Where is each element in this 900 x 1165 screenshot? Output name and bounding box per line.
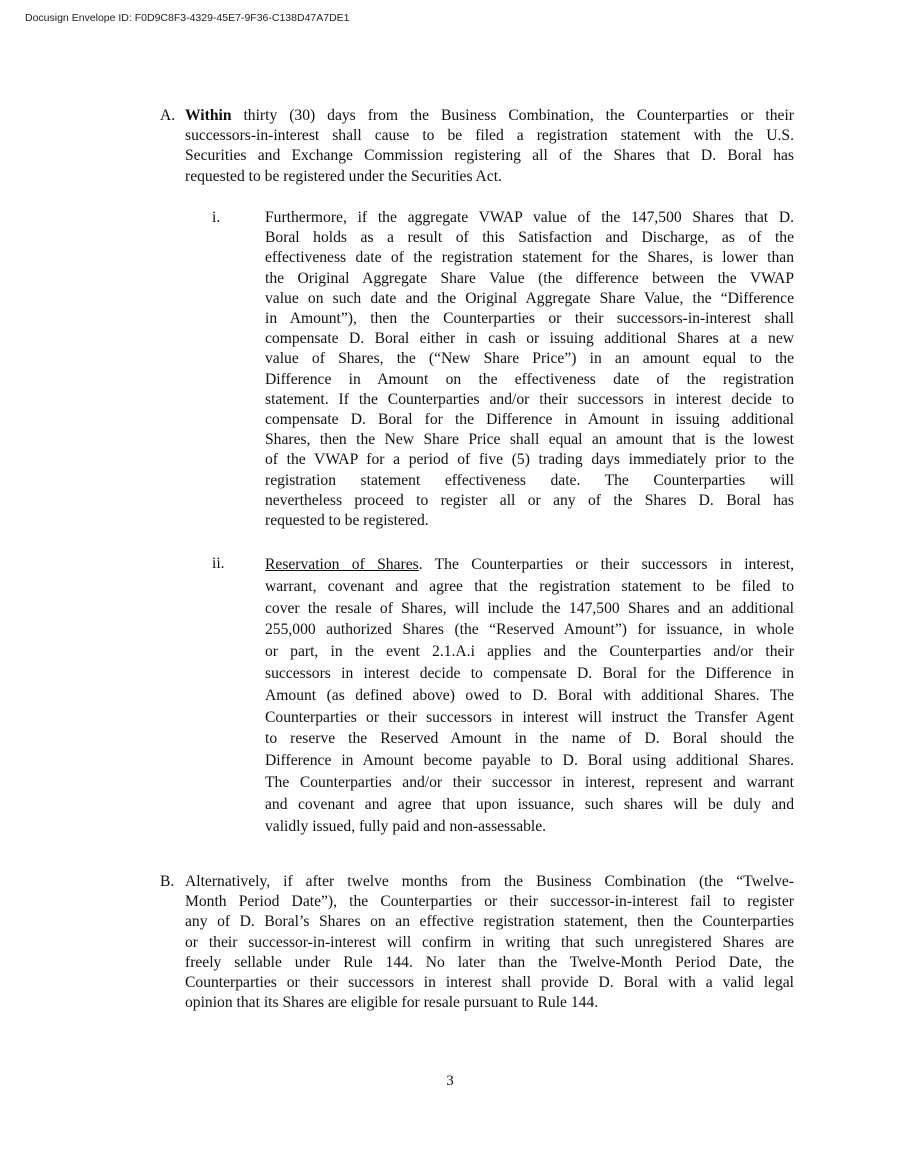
docusign-envelope-id: Docusign Envelope ID: F0D9C8F3-4329-45E7-9F36-C138D47A7DE1 — [25, 12, 350, 24]
section-a-i-line: Shares, then the New Share Price shall equal an amount that is the lowest — [265, 431, 794, 449]
section-a-ii-line: successors in interest decide to compensate D. Boral for the Difference in — [265, 664, 794, 682]
section-a-ii-line: Reservation of Shares. The Counterparties or their successors in interest, — [265, 556, 794, 573]
section-a-ii-line: to reserve the Reserved Amount in the name of D. Boral should the — [265, 730, 794, 748]
section-a-i-line: requested to be registered. — [265, 512, 429, 530]
section-a-line: Within thirty (30) days from the Business Combination, the Counterparties or their — [185, 107, 794, 124]
section-a-i-label: i. — [212, 209, 221, 226]
section-a-label: A. — [160, 107, 176, 124]
section-a-ii-line: Amount (as defined above) owed to D. Boral with additional Shares. The — [265, 686, 794, 704]
section-a-ii-line: and covenant and agree that upon issuance, such shares will be duly and — [265, 795, 794, 813]
section-a-i-line: value of Shares, the (“New Share Price”) in an amount equal to the — [265, 350, 794, 368]
section-a-ii-line: Counterparties or their successors in interest will instruct the Transfer Agent — [265, 708, 794, 726]
section-a-ii-line: The Counterparties and/or their successor in interest, represent and warrant — [265, 773, 794, 791]
section-a-i-paragraph — [265, 208, 794, 531]
section-a-line: Securities and Exchange Commission registering all of the Shares that D. Boral has — [185, 147, 794, 165]
section-b-paragraph — [185, 872, 794, 1013]
section-a-ii-line: 255,000 authorized Shares (the “Reserved Amount”) for issuance, in whole — [265, 621, 794, 639]
section-a-ii-paragraph — [265, 554, 794, 837]
section-a-i-line: registration statement effectiveness date. The Counterparties will — [265, 471, 794, 489]
section-a-i-line: Furthermore, if the aggregate VWAP value of the 147,500 Shares that D. — [265, 209, 794, 226]
section-b-line: opinion that its Shares are eligible for resale pursuant to Rule 144. — [185, 994, 599, 1012]
section-b-line: or their successor-in-interest will confirm in writing that such unregistered Shares are — [185, 933, 794, 951]
section-b-line: Alternatively, if after twelve months from the Business Combination (the “Twelve- — [185, 873, 794, 890]
reservation-of-shares-heading: Reservation of Shares — [265, 556, 419, 573]
section-a-lead-bold: Within — [185, 107, 232, 124]
section-b-line: Counterparties or their successors in interest shall provide D. Boral with a valid legal — [185, 974, 794, 992]
section-a-ii-line: cover the resale of Shares, will include the 147,500 Shares and an additional — [265, 599, 794, 617]
section-a-i-line: in Amount”), then the Counterparties or their successors-in-interest shall — [265, 310, 794, 328]
section-b-line: freely sellable under Rule 144. No later than the Twelve-Month Period Date, the — [185, 953, 794, 971]
section-b-line: Month Period Date”), the Counterparties or their successor-in-interest fail to register — [185, 893, 794, 911]
section-a-ii-line: warrant, covenant and agree that the registration statement to be filed to — [265, 577, 794, 595]
section-a-i-line: compensate D. Boral for the Difference in Amount in issuing additional — [265, 411, 794, 429]
section-a-ii-line: Difference in Amount become payable to D. Boral using additional Shares. — [265, 752, 794, 770]
section-a-paragraph — [185, 106, 794, 187]
section-a-i-line: nevertheless proceed to register all or any of the Shares D. Boral has — [265, 491, 794, 509]
section-a-i-line: the Original Aggregate Share Value (the difference between the VWAP — [265, 269, 794, 287]
section-a-i-line: of the VWAP for a period of five (5) trading days immediately prior to the — [265, 451, 794, 469]
section-b-label: B. — [160, 873, 175, 890]
section-a-ii-label: ii. — [212, 555, 225, 572]
section-a-i-line: effectiveness date of the registration statement for the Shares, is lower than — [265, 249, 794, 267]
section-a-i-line: value on such date and the Original Aggregate Share Value, the “Difference — [265, 289, 794, 307]
section-a-line: successors-in-interest shall cause to be filed a registration statement with the U.S. — [185, 127, 794, 145]
section-a-ii-line: validly issued, fully paid and non-assessable. — [265, 817, 547, 835]
section-a-i-line: Difference in Amount on the effectiveness date of the registration — [265, 370, 794, 388]
section-a-line: requested to be registered under the Securities Act. — [185, 167, 502, 185]
section-a-i-line: Boral holds as a result of this Satisfaction and Discharge, as of the — [265, 229, 794, 247]
section-b-line: any of D. Boral’s Shares on an effective registration statement, then the Counterparties — [185, 913, 794, 931]
section-a-ii-line: or part, in the event 2.1.A.i applies and the Counterparties and/or their — [265, 643, 794, 661]
section-a-i-line: compensate D. Boral either in cash or issuing additional Shares at a new — [265, 330, 794, 348]
page-number: 3 — [446, 1073, 454, 1089]
section-a-i-line: statement. If the Counterparties and/or their successors in interest decide to — [265, 390, 794, 408]
